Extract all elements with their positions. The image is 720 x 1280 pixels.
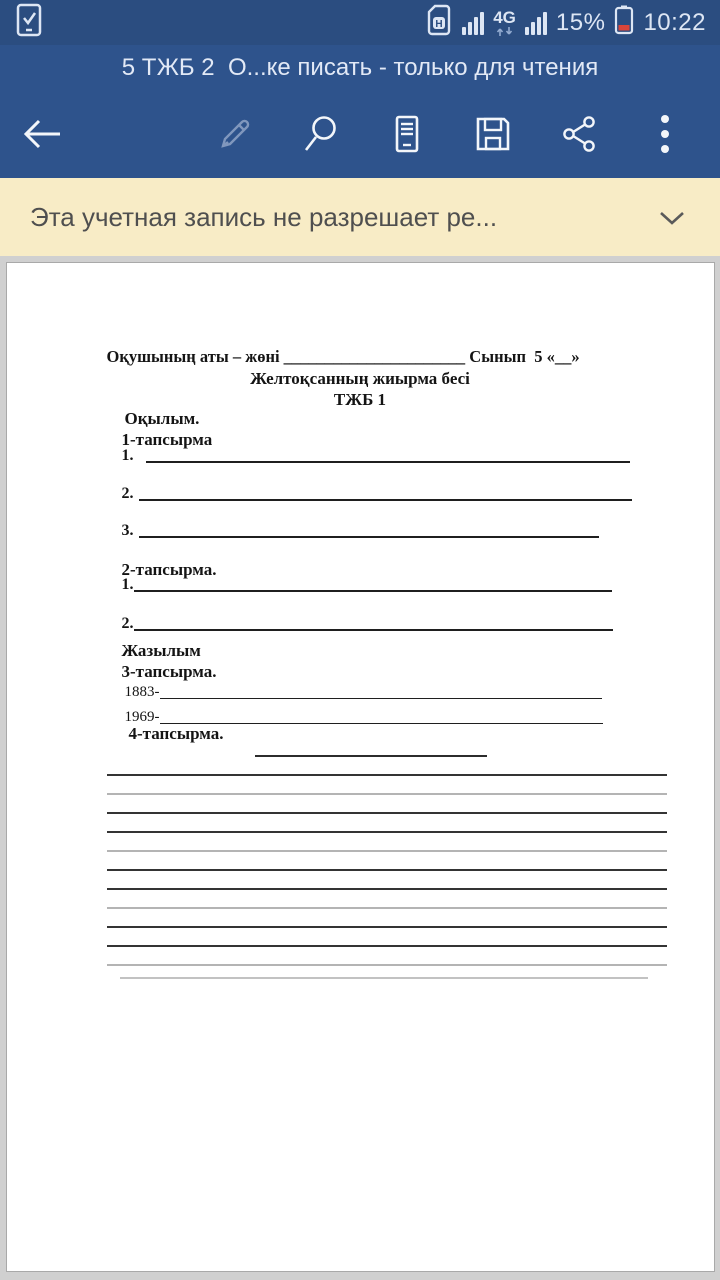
document-page <box>6 262 715 1272</box>
task1-answer-line-1: 1. <box>122 448 630 464</box>
document-test-title: ТЖБ 1 <box>333 390 387 409</box>
clock: 10:22 <box>643 8 706 36</box>
task4-heading: 4-тапсырма. <box>128 724 224 743</box>
ruled-line <box>107 812 667 814</box>
mobile-view-button[interactable] <box>364 90 450 178</box>
document-date-title: Желтоқсанның жиырма бесі <box>250 369 470 388</box>
task1-heading: 1-тапсырма <box>121 430 213 449</box>
ruled-line <box>107 850 667 852</box>
toolbar <box>0 90 720 178</box>
overflow-menu-button[interactable] <box>622 90 708 178</box>
back-arrow-icon <box>20 115 64 153</box>
edit-pencil-icon <box>215 114 255 154</box>
document-viewport[interactable] <box>0 256 720 1280</box>
svg-text:H: H <box>435 19 443 30</box>
task4-center-blank-line <box>255 755 487 757</box>
sim-card-icon <box>425 4 453 41</box>
ruled-line-short <box>120 977 648 979</box>
task2-answer-line-1: 1. <box>122 577 612 593</box>
mobile-view-icon <box>387 114 427 154</box>
ruled-line <box>107 888 667 890</box>
network-4g-icon: 4G <box>493 9 516 36</box>
battery-low-icon <box>614 5 634 40</box>
ruled-line <box>107 831 667 833</box>
ruled-line <box>107 907 667 909</box>
ruled-line <box>107 869 667 871</box>
task3-year-line-1883: 1883- <box>125 685 602 700</box>
back-button[interactable] <box>20 115 80 153</box>
ruled-line <box>107 926 667 928</box>
ruled-line <box>107 793 667 795</box>
chevron-down-icon[interactable] <box>658 202 686 233</box>
ruled-line <box>107 964 667 966</box>
share-icon <box>559 114 599 154</box>
search-icon <box>301 114 341 154</box>
writing-section-heading: Жазылым <box>121 641 201 660</box>
task1-answer-line-3: 3. <box>122 523 599 539</box>
share-button[interactable] <box>536 90 622 178</box>
writing-ruled-lines <box>107 774 667 966</box>
task1-answer-line-2: 2. <box>122 486 632 502</box>
battery-percent: 15% <box>555 8 606 36</box>
task3-year-line-1969: 1969- <box>125 710 603 725</box>
overflow-menu-icon <box>658 112 672 156</box>
student-name-line: Оқушының аты – жөні ______________________ Сынып 5 «__» <box>106 347 580 366</box>
signal-bars-icon-2 <box>525 11 547 35</box>
edit-button[interactable] <box>192 90 278 178</box>
document-title: 5 ТЖБ 2 О...ке писать - только для чтения <box>121 53 599 81</box>
task2-answer-line-2: 2. <box>122 616 613 632</box>
status-bar <box>0 0 720 45</box>
search-button[interactable] <box>278 90 364 178</box>
task2-heading: 2-тапсырма. <box>121 560 217 579</box>
title-bar <box>0 45 720 90</box>
signal-bars-icon <box>462 11 484 35</box>
ruled-line <box>107 774 667 776</box>
save-button[interactable] <box>450 90 536 178</box>
readonly-warning-banner[interactable] <box>0 178 720 256</box>
ruled-line <box>107 945 667 947</box>
reading-section-heading: Оқылым. <box>124 409 200 428</box>
device-check-icon <box>14 3 44 42</box>
save-icon <box>473 114 513 154</box>
banner-message: Эта учетная запись не разрешает ре... <box>30 201 498 232</box>
task3-heading: 3-тапсырма. <box>121 662 217 681</box>
